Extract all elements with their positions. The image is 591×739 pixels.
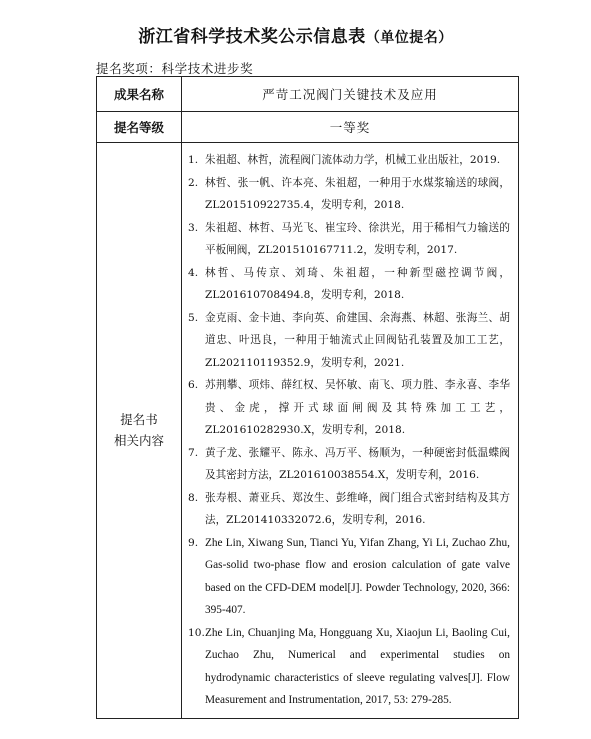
award-type-line [96,59,253,77]
reference-text: 苏荆攀、项炜、薛红权、吴怀敏、南飞、项力胜、李永喜、李华贵、金虎，撑开式球面闸阀及其特殊加工工艺，ZL201610282930.X，发明专利，2018. [205,379,510,436]
content-label-line1: 提名书 [120,412,158,428]
reference-item [188,442,510,487]
page-title [0,22,591,47]
reference-number: 2. [188,176,199,189]
reference-list [182,143,518,718]
content-cell [182,143,519,719]
reference-number: 5. [188,311,199,324]
info-table [96,76,519,719]
reference-number: 8. [188,491,199,504]
reference-text: 林哲、张一帆、许本亮、朱祖超，一种用于水煤浆输送的球阀，ZL201510922735.4，发明专利，2018. [205,176,510,211]
reference-text: Zhe Lin, Xiwang Sun, Tianci Yu, Yifan Zhang, Yi Li, Zuchao Zhu, Gas-solid two-phase flow and erosion calculation of gate valve based on the CFD-DEM model[J]. Powder Technology, 2020, 366: 395-407. [205,536,510,616]
achievement-value: 严苛工况阀门关键技术及应用 [182,77,519,112]
content-label-line2: 相关内容 [113,433,164,449]
content-label [97,143,182,719]
reference-number: 9. [188,536,199,549]
award-type-value: 科学技术进步奖 [161,61,254,76]
title-main: 浙江省科学技术奖公示信息表 [138,27,366,47]
title-suffix: （单位提名） [365,30,453,46]
award-type-label: 提名奖项： [96,61,162,76]
reference-item [188,374,510,442]
reference-item [188,262,510,307]
achievement-label: 成果名称 [97,77,182,112]
reference-text: 林哲、马传京、刘琦、朱祖超，一种新型磁控调节阀，ZL201610708494.8，发明专利，2018. [205,266,510,301]
grade-value: 一等奖 [182,112,519,143]
reference-text: 朱祖超、林哲，流程阀门流体动力学，机械工业出版社，2019. [205,154,501,166]
reference-text: 黄子龙、张耀平、陈永、冯万平、杨顺为，一种硬密封低温蝶阀及其密封方法，ZL201610038554.X，发明专利，2016. [205,446,510,481]
reference-number: 7. [188,446,199,459]
reference-item [188,532,510,622]
content-row [97,143,519,719]
achievement-row [97,77,519,112]
reference-item [188,217,510,262]
reference-number: 6. [188,379,199,391]
reference-text: 朱祖超、林哲、马光飞、崔宝玲、徐洪光，用于稀相气力输送的平板闸阀，ZL201510167711.2，发明专利，2017. [205,221,510,256]
reference-number: 3. [188,221,199,234]
reference-item [188,307,510,375]
reference-number: 10. [188,626,205,639]
reference-text: 张寿根、萧亚兵、郑汝生、彭维峰，阀门组合式密封结构及其方法，ZL201410332072.6，发明专利，2016. [205,491,510,526]
reference-text: 金克雨、金卡迪、李向英、俞建国、余海燕、林超、张海兰、胡道忠、叶迅良，一种用于轴流式止回阀钻孔装置及加工工艺，ZL202110119352.9，发明专利，2021. [205,311,510,369]
reference-item [188,172,510,217]
grade-label: 提名等级 [97,112,182,143]
grade-row [97,112,519,143]
reference-item [188,622,510,712]
reference-item [188,149,510,172]
reference-text: Zhe Lin, Chuanjing Ma, Hongguang Xu, Xiaojun Li, Baoling Cui, Zuchao Zhu, Numerical and experimental studies on hydrodynamic characteristics of sleeve regulating valves[J]. Flow Measurement and Instrumentation, 2017, 53: 279-285. [205,626,510,706]
reference-number: 4. [188,266,199,279]
reference-number: 1. [188,154,199,166]
reference-item [188,487,510,532]
